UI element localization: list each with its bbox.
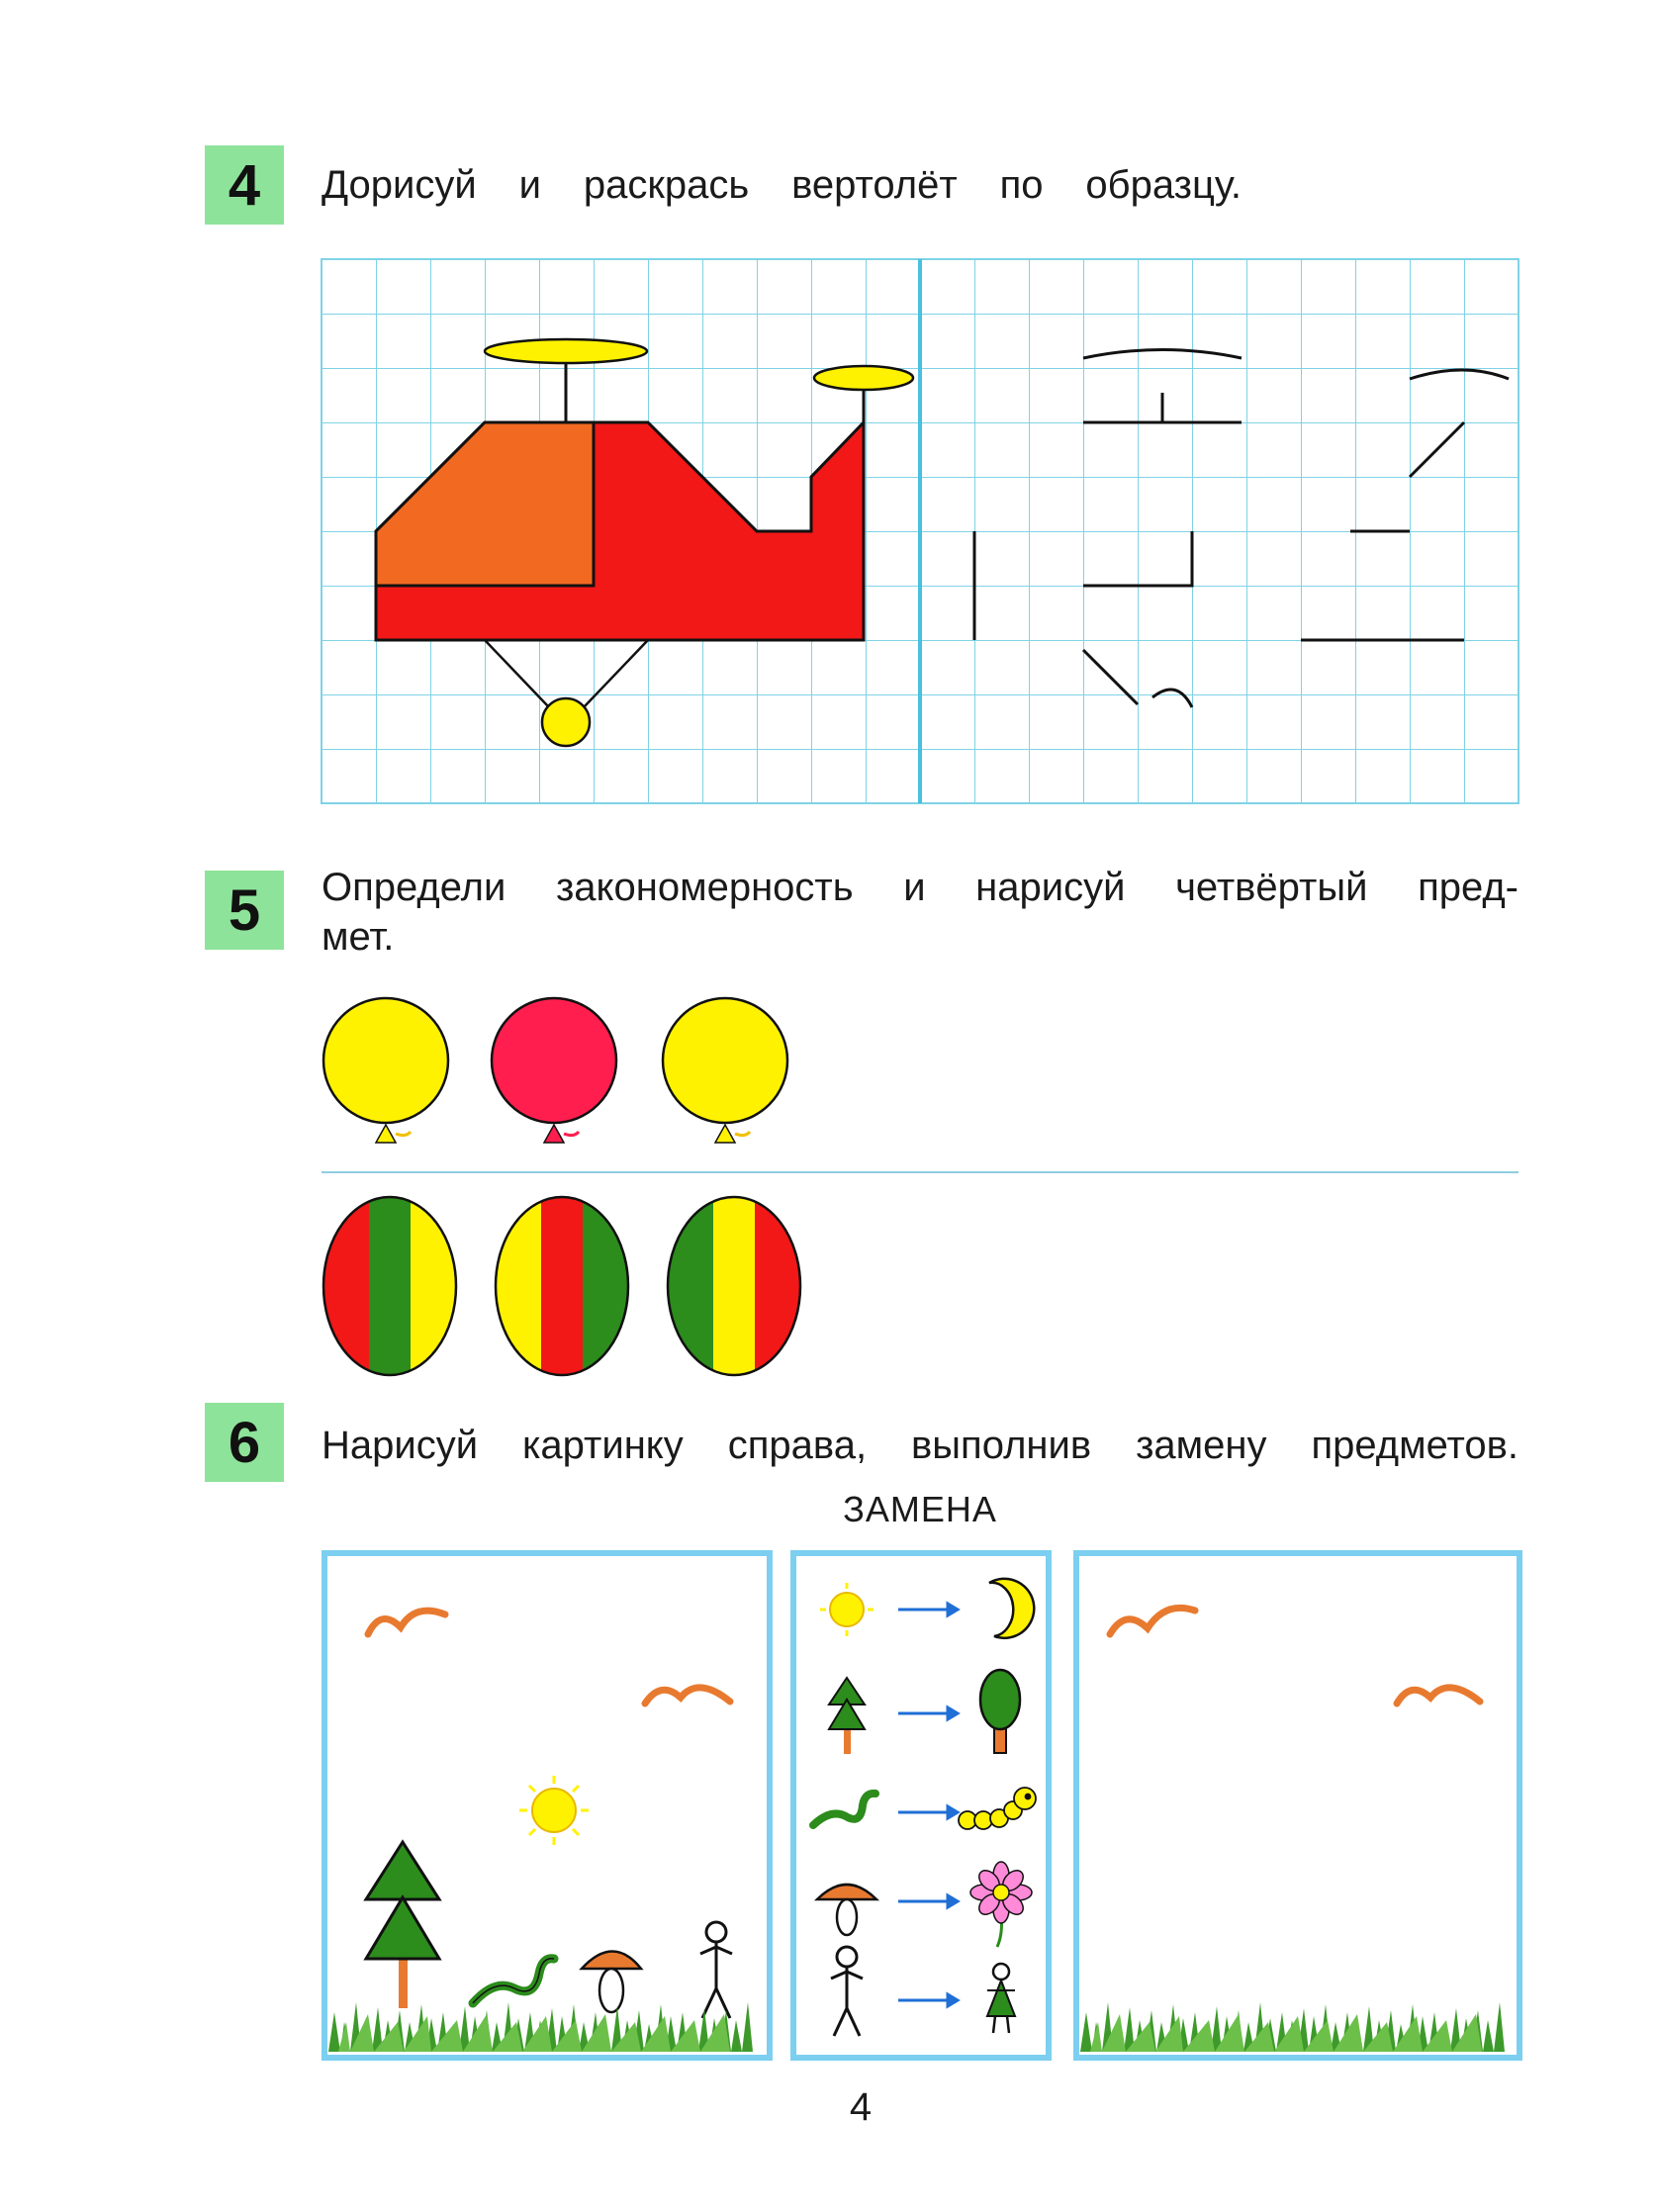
- task-5-badge: 5: [205, 871, 284, 950]
- task-6-text: Нарисуй картинку справа, выполнив замену предметов.: [322, 1424, 1519, 1467]
- task-5-text-line1: Определи закономерность и нарисуй четвёртый пред-: [322, 866, 1519, 909]
- replacement-legend: [793, 1553, 1049, 2058]
- task-6-badge: 6: [205, 1403, 284, 1482]
- replacement-title: ЗАМЕНА: [843, 1489, 997, 1529]
- task-4-text: Дорисуй и раскрась вертолёт по образцу.: [322, 163, 1242, 207]
- task-4-badge: 4: [205, 145, 284, 225]
- task-5-text-line2: мет.: [322, 915, 395, 959]
- source-picture: [324, 1553, 770, 2058]
- page-number: 4: [849, 2085, 873, 2129]
- target-picture: [1076, 1553, 1519, 2058]
